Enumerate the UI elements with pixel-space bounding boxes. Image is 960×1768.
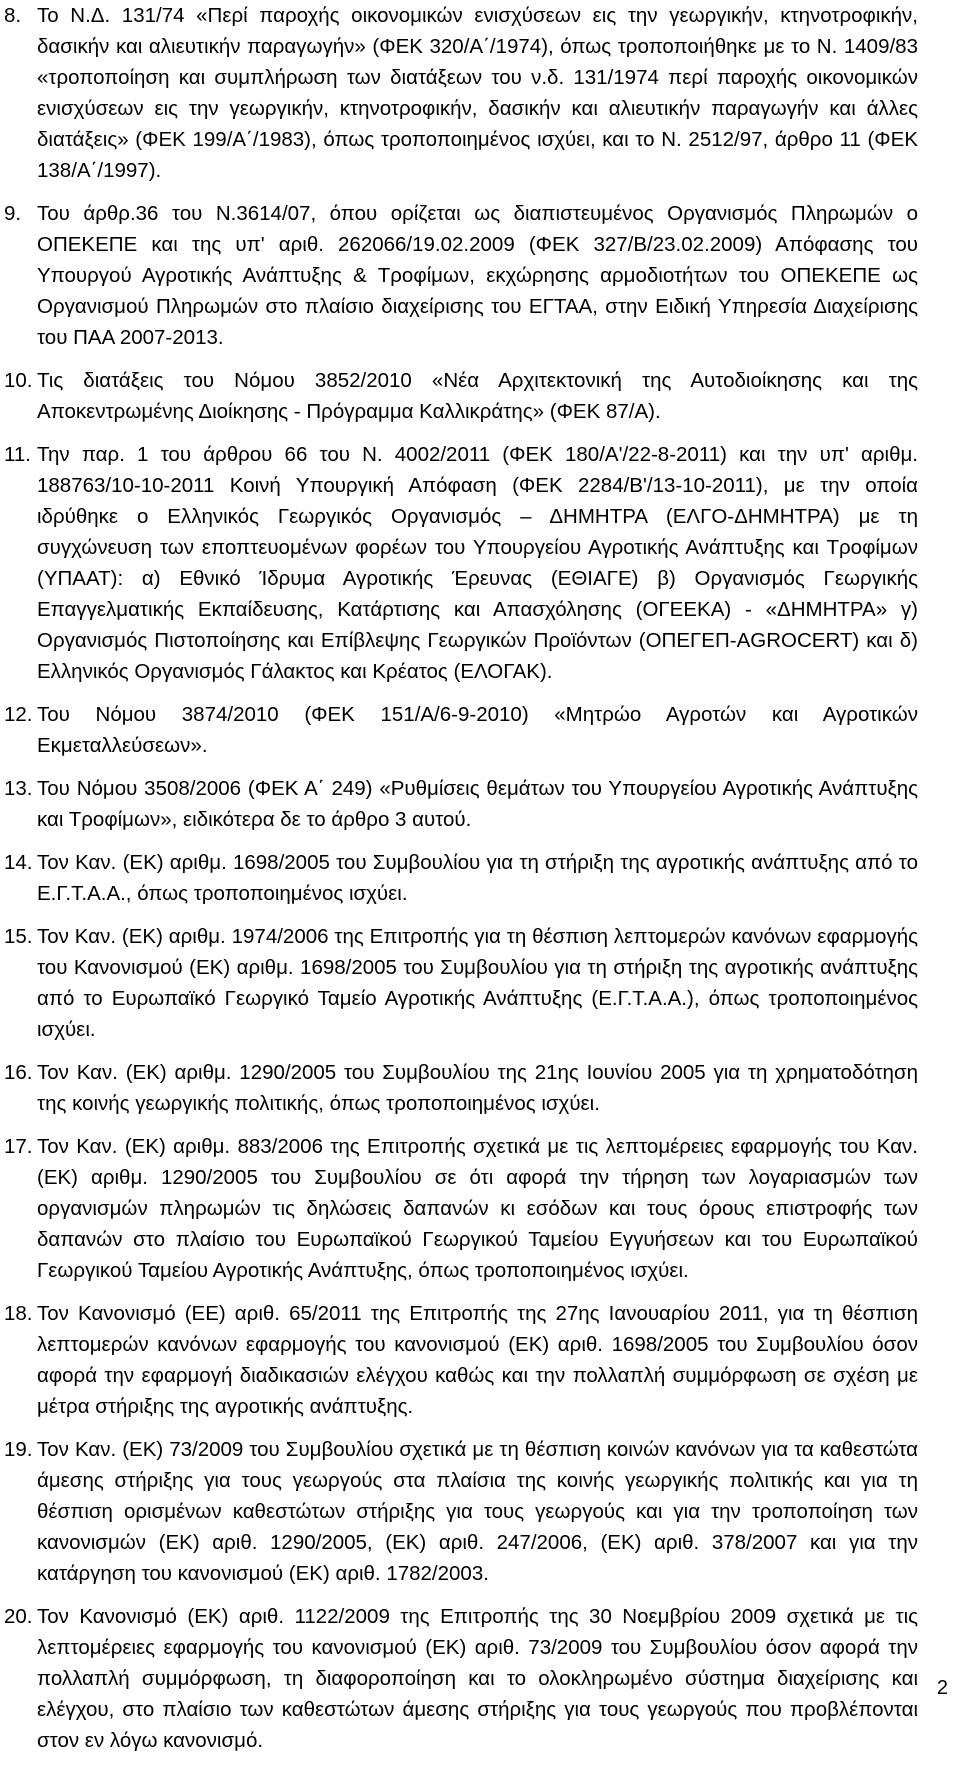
- list-item-19: [0, 1434, 960, 1589]
- item-number: 18.: [4, 1302, 33, 1325]
- list-item-15: [0, 921, 960, 1045]
- item-number: 9.: [4, 202, 22, 225]
- item-number: 20.: [4, 1605, 33, 1628]
- list-item-13: [0, 773, 960, 835]
- list-item-18: [0, 1298, 960, 1422]
- item-number: 13.: [4, 777, 33, 800]
- item-text: Το Ν.Δ. 131/74 «Περί παροχής οικονομικών ενισχύσεων εις την γεωργικήν, κτηνοτροφικήν, δασικήν και αλιευτικήν παραγωγήν» (ΦΕΚ 320/Α΄/1974), όπως τροποποιήθηκε με το Ν. 1409/83 «τροποποίηση και συμπλήρωση των διατάξεων του ν.δ. 131/1974 περί παροχής οικονομικών ενισχύσεων εις την γεωργικήν, κτηνοτροφικήν, δασικήν και αλιευτικήν παραγωγήν και άλλες διατάξεις» (ΦΕΚ 199/Α΄/1983), όπως τροποποιημένος ισχύει, και το Ν. 2512/97, άρθρο 11 (ΦΕΚ 138/Α΄/1997).: [37, 4, 918, 182]
- item-text: Τον Κανονισμό (ΕΕ) αριθ. 65/2011 της Επιτροπής της 27ης Ιανουαρίου 2011, για τη θέσπιση λεπτομερών κανόνων εφαρμογής του κανονισμού (ΕΚ) αριθ. 1698/2005 του Συμβουλίου όσον αφορά την εφαρμογή διαδικασιών ελέγχου καθώς και την πολλαπλή συμμόρφωση σε σχέση με μέτρα στήριξης της αγροτικής ανάπτυξης.: [37, 1302, 918, 1418]
- item-text: Τις διατάξεις του Νόμου 3852/2010 «Νέα Αρχιτεκτονική της Αυτοδιοίκησης και της Αποκεντρωμένης Διοίκησης - Πρόγραμμα Καλλικράτης» (ΦΕΚ 87/Α).: [37, 369, 918, 423]
- item-number: 15.: [4, 925, 33, 948]
- item-text: Τον Καν. (ΕΚ) αριθμ. 1698/2005 του Συμβουλίου για τη στήριξη της αγροτικής ανάπτυξης από το Ε.Γ.Τ.Α.Α., όπως τροποποιημένος ισχύει.: [37, 851, 918, 905]
- list-item-17: [0, 1131, 960, 1286]
- item-number: 17.: [4, 1135, 33, 1158]
- item-text: Του άρθρ.36 του Ν.3614/07, όπου ορίζεται ως διαπιστευμένος Οργανισμός Πληρωμών ο ΟΠΕΚΕΠΕ και της υπ' αριθ. 262066/19.02.2009 (ΦΕΚ 327/Β/23.02.2009) Απόφασης του Υπουργού Αγροτικής Ανάπτυξης & Τροφίμων, εκχώρησης αρμοδιοτήτων του ΟΠΕΚΕΠΕ ως Οργανισμού Πληρωμών στο πλαίσιο διαχείρισης του ΕΓΤΑΑ, στην Ειδική Υπηρεσία Διαχείρισης του ΠΑΑ 2007-2013.: [37, 202, 918, 349]
- item-number: 10.: [4, 369, 33, 392]
- item-number: 14.: [4, 851, 33, 874]
- page-number: 2: [936, 1677, 948, 1699]
- item-text: Τον Κανονισμό (ΕΚ) αριθ. 1122/2009 της Επιτροπής της 30 Νοεμβρίου 2009 σχετικά με τις λεπτομέρειες εφαρμογής του κανονισμού (ΕΚ) αριθ. 73/2009 του Συμβουλίου όσον αφορά την πολλαπλή συμμόρφωση, τη διαφοροποίηση και το ολοκληρωμένο σύστημα διαχείρισης και ελέγχου, στο πλαίσιο των καθεστώτων άμεσης στήριξης για τους γεωργούς που προβλέπονται στον εν λόγω κανονισμό.: [37, 1605, 918, 1752]
- item-text: Τον Καν. (ΕΚ) 73/2009 του Συμβουλίου σχετικά με τη θέσπιση κοινών κανόνων για τα καθεστώτα άμεσης στήριξης για τους γεωργούς στα πλαίσια της κοινής γεωργικής πολιτικής και για τη θέσπιση ορισμένων καθεστώτων στήριξης για τους γεωργούς και για την τροποποίηση των κανονισμών (ΕΚ) αριθ. 1290/2005, (ΕΚ) αριθ. 247/2006, (ΕΚ) αριθ. 378/2007 και για την κατάργηση του κανονισμού (ΕΚ) αριθ. 1782/2003.: [37, 1438, 918, 1585]
- item-text: Τον Καν. (ΕΚ) αριθμ. 1290/2005 του Συμβουλίου της 21ης Ιουνίου 2005 για τη χρηματοδότηση της κοινής γεωργικής πολιτικής, όπως τροποποιημένος ισχύει.: [37, 1061, 918, 1115]
- item-text: Την παρ. 1 του άρθρου 66 του Ν. 4002/2011 (ΦΕΚ 180/Α'/22-8-2011) και την υπ' αριθμ. 188763/10-10-2011 Κοινή Υπουργική Απόφαση (ΦΕΚ 2284/Β'/13-10-2011), με την οποία ιδρύθηκε ο Ελληνικός Γεωργικός Οργανισμός – ΔΗΜΗΤΡΑ (ΕΛΓΟ-ΔΗΜΗΤΡΑ) με τη συγχώνευση των εποπτευομένων φορέων του Υπουργείου Αγροτικής Ανάπτυξης και Τροφίμων (ΥΠΑΑΤ): α) Εθνικό Ίδρυμα Αγροτικής Έρευνας (ΕΘΙΑΓΕ) β) Οργανισμός Γεωργικής Επαγγελματικής Εκπαίδευσης, Κατάρτισης και Απασχόλησης (ΟΓΕΕΚΑ) - «ΔΗΜΗΤΡΑ» γ) Οργανισμός Πιστοποίησης και Επίβλεψης Γεωργικών Προϊόντων (ΟΠΕΓΕΠ-AGROCERT) και δ) Ελληνικός Οργανισμός Γάλακτος και Κρέατος (ΕΛΟΓΑΚ).: [37, 443, 918, 683]
- item-text: Του Νόμου 3508/2006 (ΦΕΚ Α΄ 249) «Ρυθμίσεις θεμάτων του Υπουργείου Αγροτικής Ανάπτυξης και Τροφίμων», ειδικότερα δε το άρθρο 3 αυτού.: [37, 777, 918, 831]
- list-item-11: [0, 439, 960, 687]
- list-item-14: [0, 847, 960, 909]
- item-text: Τον Καν. (ΕΚ) αριθμ. 883/2006 της Επιτροπής σχετικά με τις λεπτομέρειες εφαρμογής του Καν. (ΕΚ) αριθμ. 1290/2005 του Συμβουλίου σε ότι αφορά την τήρηση των λογαριασμών των οργανισμών πληρωμών τις δηλώσεις δαπανών κι εσόδων και τους όρους επιστροφής των δαπανών στο πλαίσιο του Ευρωπαϊκού Γεωργικού Ταμείου Εγγυήσεων και του Ευρωπαϊκού Γεωργικού Ταμείου Αγροτικής Ανάπτυξης, όπως τροποποιημένος ισχύει.: [37, 1135, 918, 1282]
- item-number: 16.: [4, 1061, 33, 1084]
- list-item-12: [0, 699, 960, 761]
- list-item-9: [0, 198, 960, 353]
- item-number: 8.: [4, 4, 22, 27]
- list-item-8: [0, 0, 960, 186]
- list-item-10: [0, 365, 960, 427]
- list-item-20: [0, 1601, 960, 1756]
- item-number: 19.: [4, 1438, 33, 1461]
- item-number: 12.: [4, 703, 33, 726]
- item-number: 11.: [4, 443, 31, 466]
- item-text: Τον Καν. (ΕΚ) αριθμ. 1974/2006 της Επιτροπής για τη θέσπιση λεπτομερών κανόνων εφαρμογής του Κανονισμού (ΕΚ) αριθμ. 1698/2005 του Συμβουλίου για τη στήριξη της αγροτικής ανάπτυξης από το Ευρωπαϊκό Γεωργικό Ταμείο Αγροτικής Ανάπτυξης (Ε.Γ.Τ.Α.Α.), όπως τροποποιημένος ισχύει.: [37, 925, 918, 1041]
- list-item-16: [0, 1057, 960, 1119]
- item-text: Του Νόμου 3874/2010 (ΦΕΚ 151/Α/6-9-2010) «Μητρώο Αγροτών και Αγροτικών Εκμεταλλεύσεων».: [37, 703, 918, 757]
